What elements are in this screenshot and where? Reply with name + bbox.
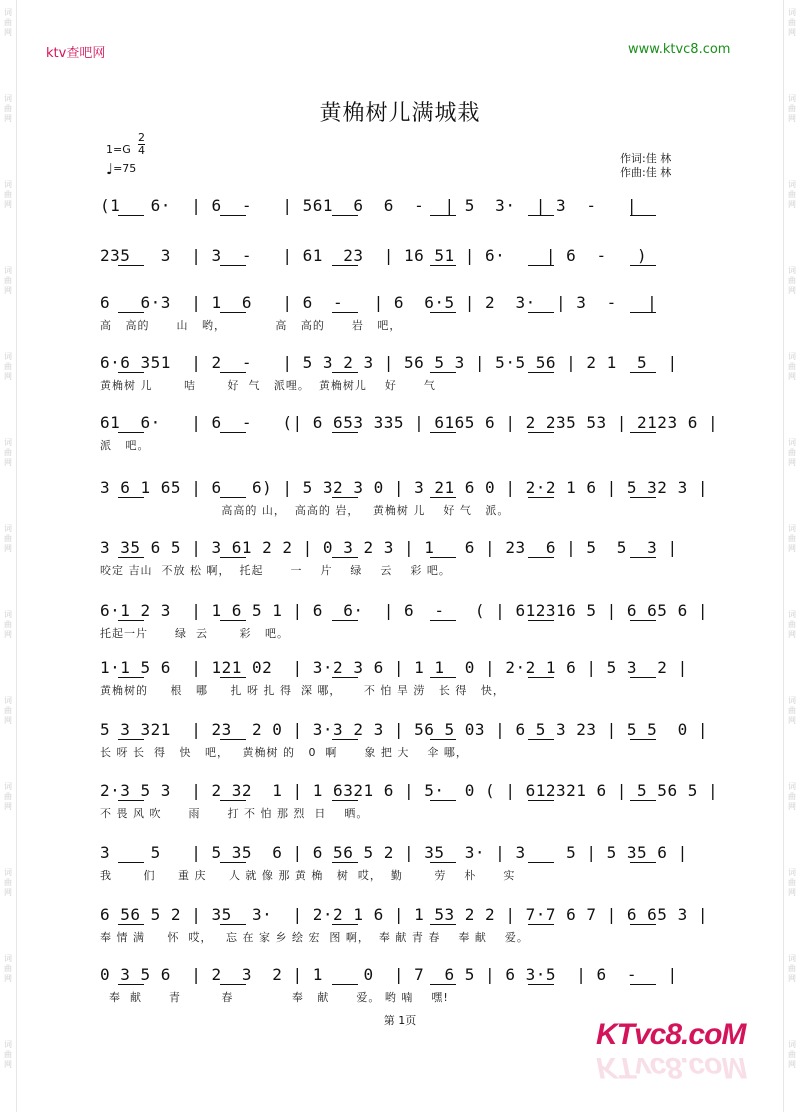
watermark-text: 词曲网: [4, 438, 12, 467]
score-row: [100, 773, 720, 833]
duration-underline: [332, 497, 358, 498]
notation-line: (1 6· | 6 - | 561 6 6 - | 5 3· | 3 - |: [100, 196, 638, 215]
duration-underline: [118, 984, 144, 985]
duration-underline: [118, 372, 144, 373]
watermark-text: 词曲网: [4, 94, 12, 123]
duration-underline: [528, 862, 554, 863]
lyric-line: 黄桷树 儿 咭 好 气 派哩。 黄桷树儿 好 气: [100, 379, 436, 392]
duration-underline: [430, 215, 456, 216]
duration-underline: [630, 497, 656, 498]
score-row: [100, 897, 720, 957]
tempo-value: =75: [113, 162, 137, 175]
duration-underline: [332, 557, 358, 558]
duration-underline: [332, 432, 358, 433]
notation-line: 6·1 2 3 | 1 6 5 1 | 6 6· | 6 - ( | 612316 5 | 6 65 6 |: [100, 601, 708, 620]
duration-underline: [118, 265, 144, 266]
tempo-mark: [106, 160, 136, 178]
notation-line: 3 6 1 65 | 6 6) | 5 32 3 0 | 3 21 6 0 | 2·2 1 6 | 5 32 3 |: [100, 478, 708, 497]
notation-line: 235 3 | 3 - | 61 23 | 16 51 | 6· | 6 - ): [100, 246, 648, 265]
duration-underline: [528, 924, 554, 925]
duration-underline: [630, 862, 656, 863]
score-row: [100, 530, 720, 590]
duration-underline: [630, 800, 656, 801]
duration-underline: [528, 984, 554, 985]
duration-underline: [630, 677, 656, 678]
watermark-text: 词曲网: [4, 954, 12, 983]
duration-underline: [118, 862, 144, 863]
watermark-text: 词曲网: [788, 8, 796, 37]
duration-underline: [332, 620, 358, 621]
notation-line: 5 3 321 | 23 2 0 | 3·3 2 3 | 56 5 03 | 6 5 3 23 | 5 5 0 |: [100, 720, 708, 739]
duration-underline: [630, 215, 656, 216]
lyric-line: 奉 献 青 春 奉 献 爱。 哟 喃 嘿!: [100, 991, 449, 1004]
duration-underline: [430, 984, 456, 985]
lyric-line: 奉 情 满 怀 哎， 忘 在 家 乡 绘 宏 图 啊， 奉 献 青 春 奉 献 爱。: [100, 931, 529, 944]
duration-underline: [220, 924, 246, 925]
duration-underline: [332, 924, 358, 925]
duration-underline: [118, 497, 144, 498]
watermark-text: 词曲网: [4, 266, 12, 295]
duration-underline: [528, 677, 554, 678]
duration-underline: [118, 800, 144, 801]
duration-underline: [220, 739, 246, 740]
duration-underline: [430, 924, 456, 925]
score-row: [100, 957, 720, 1017]
lyric-line: 高高的 山， 高高的 岩， 黄桷树 儿 好 气 派。: [100, 504, 510, 517]
duration-underline: [220, 497, 246, 498]
score-row: [100, 835, 720, 895]
notation-line: 3 35 6 5 | 3 61 2 2 | 0 3 2 3 | 1 6 | 23 6 | 5 5 3 |: [100, 538, 678, 557]
duration-underline: [118, 739, 144, 740]
watermark-text: 词曲网: [788, 352, 796, 381]
duration-underline: [528, 265, 554, 266]
duration-underline: [528, 372, 554, 373]
duration-underline: [430, 432, 456, 433]
duration-underline: [332, 215, 358, 216]
duration-underline: [430, 862, 456, 863]
watermark-text: 词曲网: [4, 782, 12, 811]
duration-underline: [630, 312, 656, 313]
watermark-text: 词曲网: [788, 266, 796, 295]
duration-underline: [630, 372, 656, 373]
watermark-text: 词曲网: [788, 782, 796, 811]
duration-underline: [430, 620, 456, 621]
duration-underline: [118, 432, 144, 433]
duration-underline: [118, 677, 144, 678]
watermark-text: 词曲网: [4, 524, 12, 553]
duration-underline: [118, 620, 144, 621]
site-name-left[interactable]: ktv查吧网: [46, 46, 106, 61]
duration-underline: [528, 620, 554, 621]
key-signature: 1=G: [106, 143, 131, 156]
duration-underline: [332, 312, 358, 313]
duration-underline: [430, 265, 456, 266]
duration-underline: [430, 312, 456, 313]
right-watermark-strip: [783, 0, 800, 1112]
duration-underline: [332, 265, 358, 266]
duration-underline: [430, 677, 456, 678]
lyric-line: 高 高的 山 哟， 高 高的 岩 吧，: [100, 319, 402, 332]
duration-underline: [220, 862, 246, 863]
duration-underline: [220, 557, 246, 558]
watermark-text: 词曲网: [788, 94, 796, 123]
score-row: [100, 285, 720, 345]
duration-underline: [630, 739, 656, 740]
ktvc8-logo[interactable]: [596, 1018, 745, 1052]
logo-text: KTvc8.coM: [596, 1018, 746, 1051]
watermark-text: 词曲网: [4, 8, 12, 37]
duration-underline: [332, 372, 358, 373]
time-bottom: 4: [138, 144, 145, 157]
duration-underline: [220, 620, 246, 621]
duration-underline: [528, 497, 554, 498]
logo-reflection-text: KTvc8.coM: [596, 1051, 746, 1084]
duration-underline: [630, 432, 656, 433]
duration-underline: [528, 215, 554, 216]
watermark-text: 词曲网: [4, 868, 12, 897]
duration-underline: [220, 800, 246, 801]
lyricist-credit: 作词:佳 林: [620, 152, 672, 165]
watermark-text: 词曲网: [788, 180, 796, 209]
score-row: [100, 470, 720, 530]
duration-underline: [118, 312, 144, 313]
duration-underline: [118, 215, 144, 216]
left-watermark-strip: [0, 0, 17, 1112]
duration-underline: [220, 265, 246, 266]
notation-line: 61 6· | 6 - (| 6 653 335 | 6165 6 | 2 235 53 | 2123 6 |: [100, 413, 719, 432]
watermark-text: 词曲网: [4, 696, 12, 725]
notation-line: 0 3 5 6 | 2 3 2 | 1 0 | 7 6 5 | 6 3·5 | 6 - |: [100, 965, 678, 984]
site-url-right[interactable]: www.ktvc8.com: [628, 42, 731, 57]
duration-underline: [630, 984, 656, 985]
duration-underline: [528, 800, 554, 801]
lyric-line: 长 呀 长 得 快 吧， 黄桷树 的 0 啊 象 把 大 伞 哪，: [100, 746, 468, 759]
quarter-note-icon: ♩: [106, 160, 114, 178]
duration-underline: [220, 312, 246, 313]
duration-underline: [220, 372, 246, 373]
watermark-text: 词曲网: [788, 868, 796, 897]
duration-underline: [118, 557, 144, 558]
duration-underline: [220, 677, 246, 678]
watermark-text: 词曲网: [788, 696, 796, 725]
notation-line: 2·3 5 3 | 2 32 1 | 1 6321 6 | 5· 0 ( | 612321 6 | 5 56 5 |: [100, 781, 719, 800]
composer-credit: 作曲:佳 林: [620, 166, 672, 179]
lyric-line: 我 们 重 庆 人 就 像 那 黄 桷 树 哎， 勤 劳 朴 实: [100, 869, 516, 882]
score-row: [100, 650, 720, 710]
duration-underline: [220, 432, 246, 433]
duration-underline: [118, 924, 144, 925]
lyric-line: 托起一片 绿 云 彩 吧。: [100, 627, 289, 640]
duration-underline: [528, 557, 554, 558]
duration-underline: [332, 800, 358, 801]
duration-underline: [430, 557, 456, 558]
score-row: [100, 345, 720, 405]
duration-underline: [630, 557, 656, 558]
notation-line: 1·1 5 6 | 121 02 | 3·2 3 6 | 1 1 0 | 2·2 1 6 | 5 3 2 |: [100, 658, 688, 677]
lyric-line: 派 吧。: [100, 439, 150, 452]
duration-underline: [528, 739, 554, 740]
watermark-text: 词曲网: [788, 954, 796, 983]
duration-underline: [332, 739, 358, 740]
notation-line: 3 5 | 5 35 6 | 6 56 5 2 | 35 3· | 3 5 | 5 35 6 |: [100, 843, 688, 862]
duration-underline: [630, 620, 656, 621]
watermark-text: 词曲网: [788, 1040, 796, 1069]
lyric-line: 咬定 吉山 不放 松 啊， 托起 一 片 绿 云 彩 吧。: [100, 564, 451, 577]
watermark-text: 词曲网: [4, 352, 12, 381]
duration-underline: [528, 432, 554, 433]
duration-underline: [220, 984, 246, 985]
watermark-text: 词曲网: [4, 180, 12, 209]
watermark-text: 词曲网: [788, 610, 796, 639]
score-row: [100, 405, 720, 465]
notation-line: 6 6·3 | 1 6 | 6 - | 6 6·5 | 2 3· | 3 - |: [100, 293, 658, 312]
notation-line: 6·6 351 | 2 - | 5 3 2 3 | 56 5 3 | 5·5 56 | 2 1 5 |: [100, 353, 678, 372]
duration-underline: [332, 677, 358, 678]
watermark-text: 词曲网: [4, 610, 12, 639]
time-top: 2: [138, 131, 145, 144]
song-title: 黄桷树儿满城栽: [319, 101, 481, 126]
time-signature: [138, 132, 145, 157]
duration-underline: [430, 800, 456, 801]
duration-underline: [430, 739, 456, 740]
duration-underline: [220, 215, 246, 216]
duration-underline: [430, 497, 456, 498]
duration-underline: [332, 984, 358, 985]
watermark-text: 词曲网: [788, 524, 796, 553]
score-row: [100, 712, 720, 772]
watermark-text: 词曲网: [788, 438, 796, 467]
logo-reflection: [596, 1050, 745, 1084]
duration-underline: [528, 312, 554, 313]
score-row: [100, 593, 720, 653]
duration-underline: [332, 862, 358, 863]
watermark-text: 词曲网: [4, 1040, 12, 1069]
lyric-line: 不 畏 风 吹 雨 打 不 怕 那 烈 日 晒。: [100, 807, 369, 820]
lyric-line: 黄桷树的 根 哪 扎 呀 扎 得 深 哪， 不 怕 旱 涝 长 得 快，: [100, 684, 505, 697]
duration-underline: [630, 265, 656, 266]
duration-underline: [430, 372, 456, 373]
page-number: 第 1页: [383, 1014, 417, 1027]
duration-underline: [630, 924, 656, 925]
notation-line: 6 56 5 2 | 35 3· | 2·2 1 6 | 1 53 2 2 | 7·7 6 7 | 6 65 3 |: [100, 905, 708, 924]
